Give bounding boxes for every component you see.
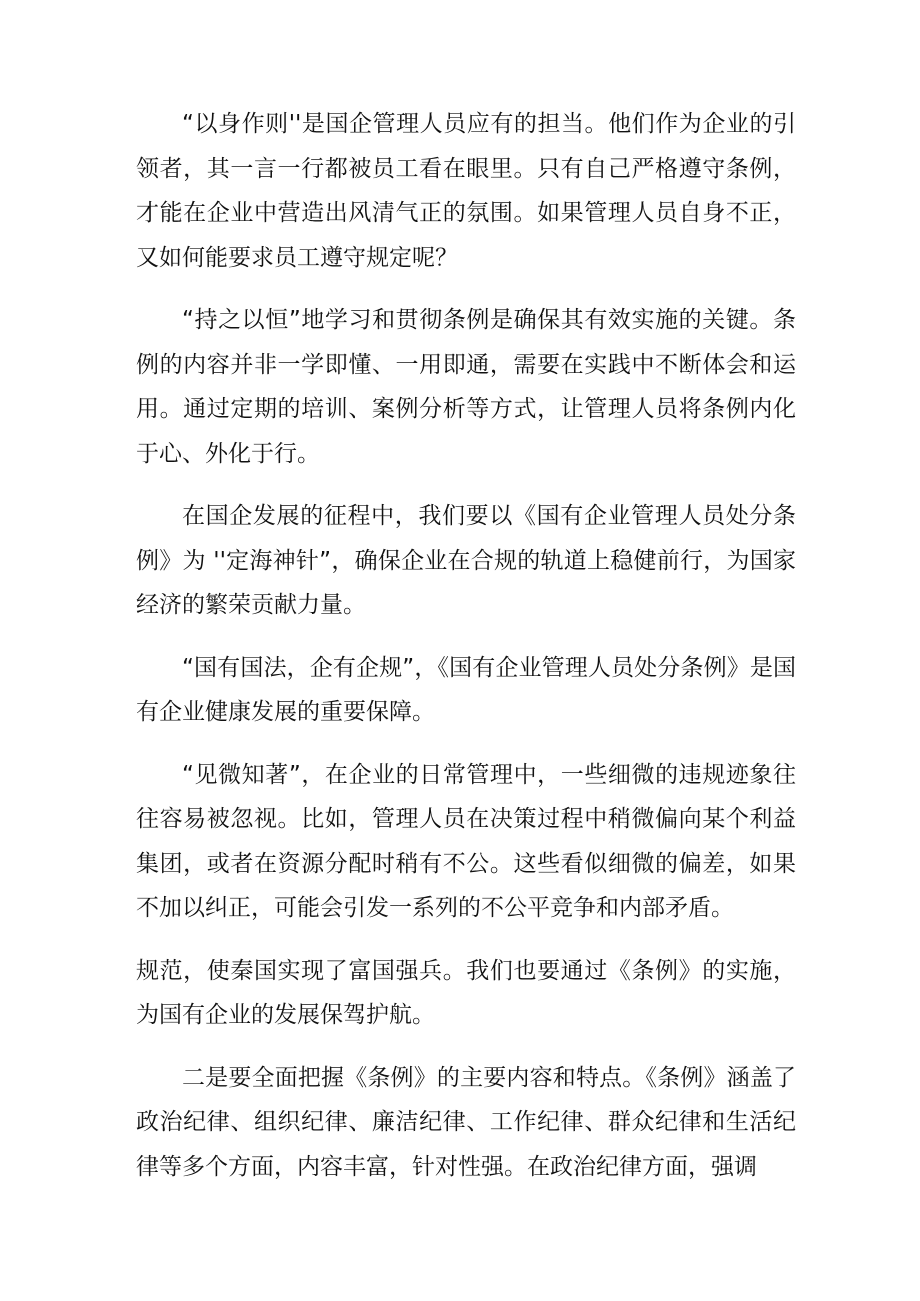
paragraph-2: “持之以恒”地学习和贯彻条例是确保其有效实施的关键。条例的内容并非一学即懂、一用即通，需要在实践中不断体会和运用。通过定期的培训、案例分析等方式，让管理人员将条例内化于心、外化于行。 — [136, 307, 796, 467]
paragraph-3: 在国企发展的征程中，我们要以《国有企业管理人员处分条例》为 ''定海神针”，确保企业在合规的轨道上稳健前行，为国家经济的繁荣贡献力量。 — [136, 503, 796, 618]
paragraph-7: 二是要全面把握《条例》的主要内容和特点。《条例》涵盖了政治纪律、组织纪律、廉洁纪律、工作纪律、群众纪律和生活纪律等多个方面，内容丰富，针对性强。在政治纪律方面，强调 — [136, 1064, 796, 1180]
paragraph-6: 规范，使秦国实现了富国强兵。我们也要通过《条例》的实施，为国有企业的发展保驾护航。 — [136, 957, 796, 1028]
paragraph-1: “以身作则''是国企管理人员应有的担当。他们作为企业的引领者，其一言一行都被员工看在眼里。只有自己严格遵守条例，才能在企业中营造出风清气正的氛围。如果管理人员自身不正，又如何能要求员工遵守规定呢？ — [136, 111, 796, 271]
paragraph-5: “见微知著”，在企业的日常管理中，一些细微的违规迹象往往容易被忽视。比如，管理人员在决策过程中稍微偏向某个利益集团，或者在资源分配时稍有不公。这些看似细微的偏差，如果不加以纠正，可能会引发一系列的不公平竞争和内部矛盾。 — [136, 761, 796, 921]
paragraph-4: “国有国法，企有企规”，《国有企业管理人员处分条例》是国有企业健康发展的重要保障。 — [136, 654, 796, 725]
document-body — [136, 102, 796, 1207]
